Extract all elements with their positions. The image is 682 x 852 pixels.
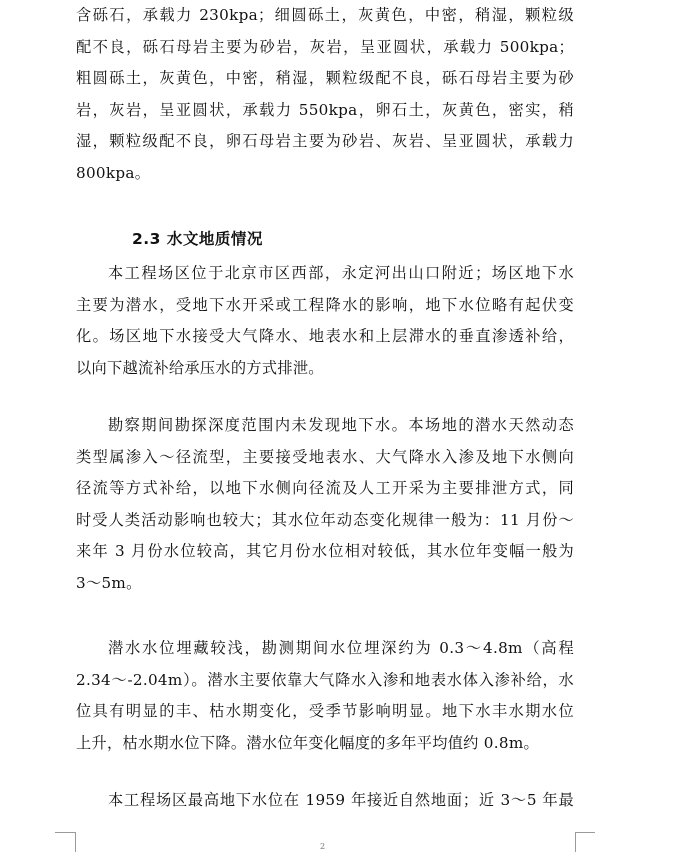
paragraph-site-groundwater <box>76 258 574 384</box>
crop-mark-bottom-left-v <box>75 832 76 852</box>
crop-mark-bottom-left-h <box>55 832 75 833</box>
text-line: 位具有明显的丰、枯水期变化，受季节影响明显。地下水丰水期水位 <box>76 702 574 721</box>
text-line: 径流等方式补给，以地下水侧向径流及人工开采为主要排泄方式，同 <box>76 479 574 498</box>
crop-mark-bottom-right-v <box>575 832 576 852</box>
text-line: 以向下越流补给承压水的方式排泄。 <box>76 358 324 377</box>
text-line: 潜水水位埋藏较浅，勘测期间水位埋深约为 0.3～4.8m（高程 <box>108 639 574 657</box>
text-line: 粗圆砾土，灰黄色，中密，稍湿，颗粒级配不良，砾石母岩主要为砂 <box>76 69 574 88</box>
page-number: 2 <box>320 842 326 851</box>
text-line: 上升，枯水期水位下降。潜水位年变化幅度的多年平均值约 0.8m。 <box>76 733 540 752</box>
text-line: 含砾石，承载力 230kpa；细圆砾土，灰黄色，中密，稍湿，颗粒级 <box>76 6 574 24</box>
text-line: 类型属渗入～径流型，主要接受地表水、大气降水入渗及地下水侧向 <box>76 447 574 466</box>
text-line: 本工程场区最高地下水位在 1959 年接近自然地面；近 3～5 年最 <box>108 791 574 809</box>
section-heading: 2.3 水文地质情况 <box>132 230 263 248</box>
text-line: 配不良，砾石母岩主要为砂岩，灰岩，呈亚圆状，承载力 500kpa； <box>76 37 574 56</box>
text-line: 800kpa。 <box>76 163 151 182</box>
text-line: 时受人类活动影响也较大；其水位年动态变化规律一般为：11 月份～ <box>76 510 574 529</box>
crop-mark-bottom-right-h <box>575 832 595 833</box>
paragraph-soil-description <box>76 0 574 190</box>
text-line: 主要为潜水，受地下水开采或工程降水的影响，地下水位略有起伏变 <box>76 295 574 314</box>
text-line: 来年 3 月份水位较高，其它月份水位相对较低，其水位年变幅一般为 <box>76 542 574 561</box>
text-line: 湿，颗粒级配不良，卵石母岩主要为砂岩、灰岩、呈亚圆状，承载力 <box>76 132 574 151</box>
text-line: 本工程场区位于北京市区西部，永定河出山口附近；场区地下水 <box>108 264 574 282</box>
text-line: 化。场区地下水接受大气降水、地表水和上层滞水的垂直渗透补给， <box>76 327 574 346</box>
paragraph-highest-water-level <box>76 785 574 817</box>
text-line: 岩，灰岩，呈亚圆状，承载力 550kpa，卵石土，灰黄色，密实，稍 <box>76 100 574 119</box>
paragraph-water-level <box>76 633 574 759</box>
text-line: 2.34～-2.04m）。潜水主要依靠大气降水入渗和地表水体入渗补给，水 <box>76 670 574 689</box>
text-line: 勘察期间勘探深度范围内未发现地下水。本场地的潜水天然动态 <box>108 416 574 434</box>
paragraph-survey-period <box>76 410 574 600</box>
text-line: 3～5m。 <box>76 573 142 592</box>
